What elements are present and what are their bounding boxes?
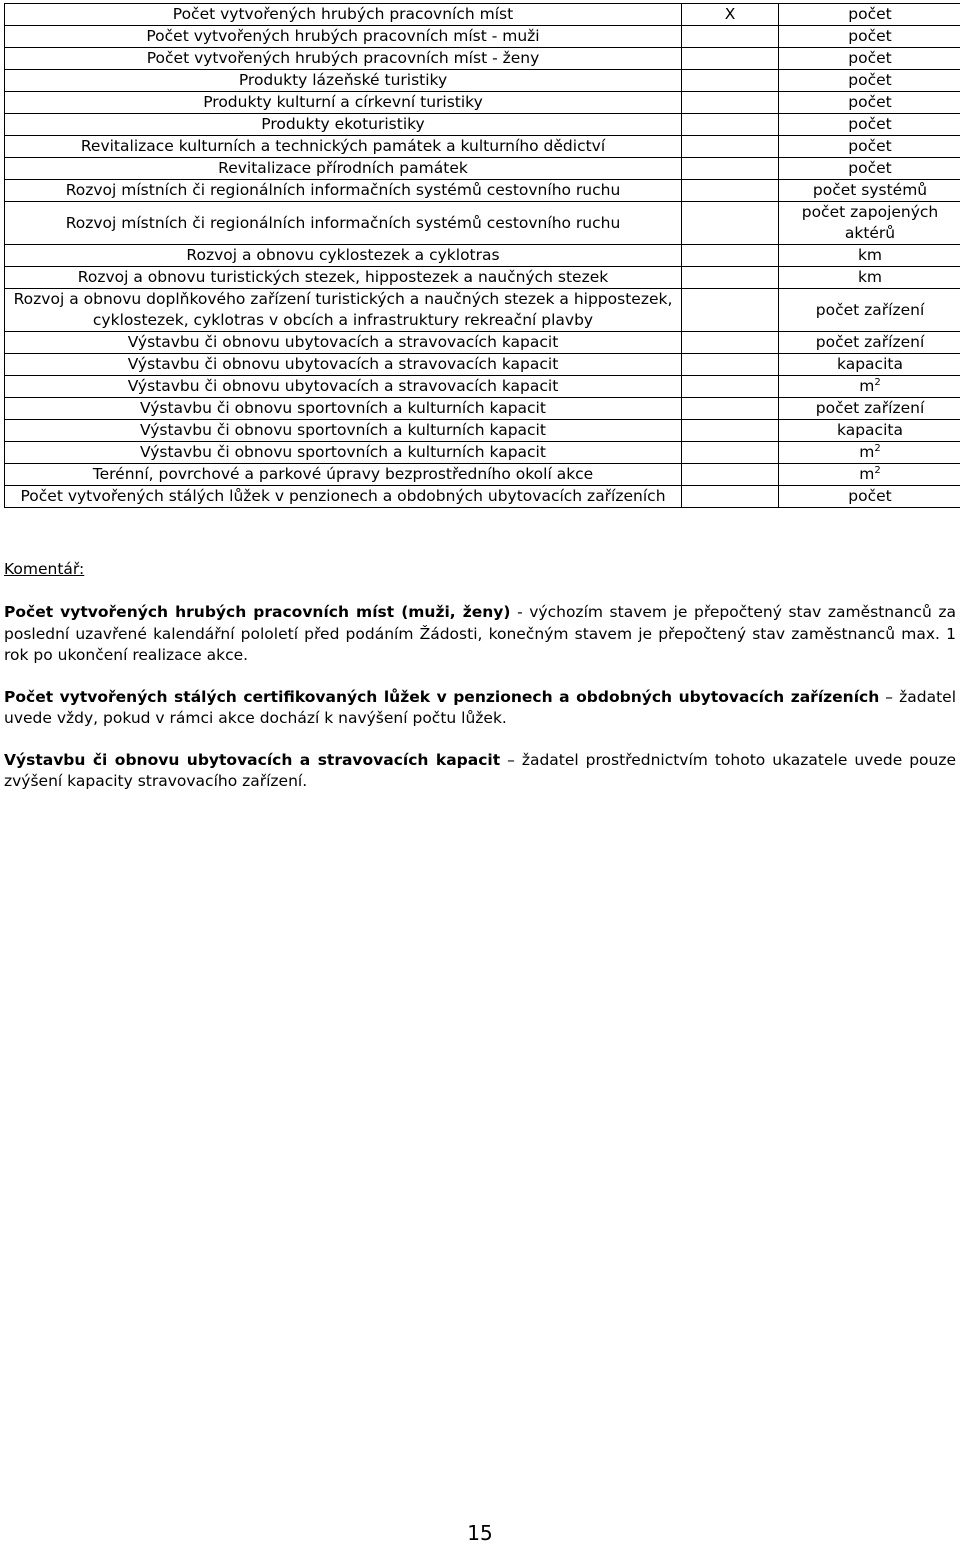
unit-label: počet zapojených aktérů <box>801 203 939 242</box>
unit-label: počet systémů <box>812 181 928 199</box>
indicator-name-cell: Produkty lázeňské turistiky <box>5 70 682 92</box>
unit-label: m <box>859 465 875 483</box>
indicator-name-cell: Revitalizace kulturních a technických památek a kulturního dědictví <box>5 136 682 158</box>
indicator-name-cell: Výstavbu či obnovu ubytovacích a stravovacích kapacit <box>5 376 682 398</box>
table-row <box>5 442 960 464</box>
table-row <box>5 464 960 486</box>
mandatory-mark-cell <box>682 289 779 332</box>
unit-cell <box>779 4 960 26</box>
unit-cell <box>779 354 960 376</box>
table-row <box>5 332 960 354</box>
unit-label: km <box>857 268 883 286</box>
indicator-name-cell: Výstavbu či obnovu sportovních a kulturních kapacit <box>5 420 682 442</box>
mandatory-mark-cell <box>682 48 779 70</box>
unit-label: počet <box>848 71 892 89</box>
unit-label: počet <box>848 5 892 23</box>
unit-cell <box>779 158 960 180</box>
table-row <box>5 48 960 70</box>
unit-cell <box>779 289 960 332</box>
unit-cell <box>779 420 960 442</box>
table-row <box>5 136 960 158</box>
unit-label: počet <box>848 93 892 111</box>
indicator-name-cell: Výstavbu či obnovu sportovních a kulturních kapacit <box>5 442 682 464</box>
unit-cell <box>779 92 960 114</box>
note-jobs <box>4 602 956 667</box>
indicator-name-cell: Počet vytvořených stálých lůžek v penzionech a obdobných ubytovacích zařízeních <box>5 486 682 508</box>
table-row <box>5 70 960 92</box>
unit-label: počet zařízení <box>815 300 925 319</box>
table-row <box>5 4 960 26</box>
indicator-name-cell: Produkty kulturní a církevní turistiky <box>5 92 682 114</box>
table-row <box>5 158 960 180</box>
indicator-name-cell: Výstavbu či obnovu sportovních a kulturních kapacit <box>5 398 682 420</box>
unit-cell <box>779 202 960 245</box>
mandatory-mark-cell: X <box>682 4 779 26</box>
table-row <box>5 180 960 202</box>
note-beds <box>4 687 956 730</box>
table-row <box>5 376 960 398</box>
unit-cell <box>779 267 960 289</box>
comment-notes <box>4 602 956 813</box>
unit-cell <box>779 486 960 508</box>
table-row <box>5 202 960 245</box>
indicator-name-cell: Počet vytvořených hrubých pracovních míst - muži <box>5 26 682 48</box>
table-row <box>5 267 960 289</box>
indicator-name-cell: Rozvoj a obnovu doplňkového zařízení turistických a naučných stezek a hippostezek, cyklostezek, cyklotras v obcích a infrastruktury rekreační plavby <box>5 289 682 332</box>
indicator-table <box>4 3 960 508</box>
unit-cell <box>779 376 960 398</box>
mandatory-mark-cell <box>682 26 779 48</box>
mandatory-mark-cell <box>682 376 779 398</box>
page-number: 15 <box>467 1521 493 1545</box>
mandatory-mark-cell <box>682 267 779 289</box>
unit-label: m <box>859 443 875 461</box>
mandatory-mark-cell <box>682 136 779 158</box>
unit-label: kapacita <box>837 421 903 439</box>
table-row <box>5 114 960 136</box>
unit-cell <box>779 332 960 354</box>
unit-label: počet zařízení <box>815 399 925 417</box>
indicator-name-cell: Rozvoj místních či regionálních informačních systémů cestovního ruchu <box>5 180 682 202</box>
unit-label: počet <box>848 487 892 505</box>
unit-label: počet <box>848 159 892 177</box>
note-beds-text: – žadatel uvede vždy, pokud v rámci akce dochází k navýšení počtu lůžek. <box>4 687 957 727</box>
unit-label: počet zařízení <box>815 333 925 351</box>
indicator-name-cell: Počet vytvořených hrubých pracovních míst - ženy <box>5 48 682 70</box>
mandatory-mark-cell <box>682 420 779 442</box>
note-capacity <box>4 750 956 793</box>
unit-superscript: 2 <box>874 377 881 388</box>
mandatory-mark-cell <box>682 442 779 464</box>
unit-cell <box>779 26 960 48</box>
table-row <box>5 289 960 332</box>
note-jobs-text: - výchozím stavem je přepočtený stav zaměstnanců za poslední uzavřené kalendářní pololetí před podáním Žádosti, konečným stavem je přepočtený stav zaměstnanců max. 1 rok po ukončení realizace akce. <box>4 603 956 664</box>
note-jobs-title: Počet vytvořených hrubých pracovních míst (muži, ženy) <box>4 603 511 621</box>
unit-superscript: 2 <box>874 465 881 476</box>
unit-cell <box>779 136 960 158</box>
unit-label: počet <box>848 115 892 133</box>
unit-label: počet <box>848 137 892 155</box>
table-row <box>5 92 960 114</box>
unit-cell <box>779 442 960 464</box>
table-row <box>5 398 960 420</box>
unit-cell <box>779 48 960 70</box>
unit-label: m <box>859 377 875 395</box>
note-beds-title: Počet vytvořených stálých certifikovaných lůžek v penzionech a obdobných ubytovacích zařízeních <box>4 687 880 706</box>
unit-label: km <box>857 246 883 264</box>
mandatory-mark-cell <box>682 486 779 508</box>
unit-superscript: 2 <box>874 443 881 454</box>
unit-label: počet <box>848 27 892 45</box>
indicator-name-cell: Výstavbu či obnovu ubytovacích a stravovacích kapacit <box>5 354 682 376</box>
indicator-name-cell: Terénní, povrchové a parkové úpravy bezprostředního okolí akce <box>5 464 682 486</box>
unit-cell <box>779 464 960 486</box>
table-row <box>5 26 960 48</box>
indicator-name-cell: Produkty ekoturistiky <box>5 114 682 136</box>
unit-cell <box>779 70 960 92</box>
indicator-name-cell: Rozvoj místních či regionálních informačních systémů cestovního ruchu <box>5 202 682 245</box>
indicator-name-cell: Počet vytvořených hrubých pracovních míst <box>5 4 682 26</box>
mandatory-mark-cell <box>682 202 779 245</box>
mandatory-mark-cell <box>682 92 779 114</box>
table-row <box>5 245 960 267</box>
indicator-name-cell: Rozvoj a obnovu turistických stezek, hippostezek a naučných stezek <box>5 267 682 289</box>
indicator-name-cell: Rozvoj a obnovu cyklostezek a cyklotras <box>5 245 682 267</box>
table-row <box>5 420 960 442</box>
indicator-table-body <box>5 4 960 508</box>
mandatory-mark-cell <box>682 180 779 202</box>
mandatory-mark-cell <box>682 354 779 376</box>
note-capacity-title: Výstavbu či obnovu ubytovacích a stravovacích kapacit <box>4 750 501 769</box>
unit-label: kapacita <box>837 355 903 373</box>
mandatory-mark-cell <box>682 114 779 136</box>
mandatory-mark-cell <box>682 464 779 486</box>
mandatory-mark-cell <box>682 70 779 92</box>
unit-cell <box>779 398 960 420</box>
mandatory-mark-cell <box>682 158 779 180</box>
mandatory-mark-cell <box>682 245 779 267</box>
indicator-name-cell: Výstavbu či obnovu ubytovacích a stravovacích kapacit <box>5 332 682 354</box>
comment-label: Komentář: <box>4 560 85 578</box>
table-row <box>5 486 960 508</box>
unit-label: počet <box>848 49 892 67</box>
mandatory-mark-cell <box>682 398 779 420</box>
mandatory-mark-cell <box>682 332 779 354</box>
unit-cell <box>779 114 960 136</box>
unit-cell <box>779 180 960 202</box>
unit-cell <box>779 245 960 267</box>
note-capacity-text: – žadatel prostřednictvím tohoto ukazatele uvede pouze zvýšení kapacity stravovacího zařízení. <box>4 750 957 790</box>
indicator-name-cell: Revitalizace přírodních památek <box>5 158 682 180</box>
table-row <box>5 354 960 376</box>
